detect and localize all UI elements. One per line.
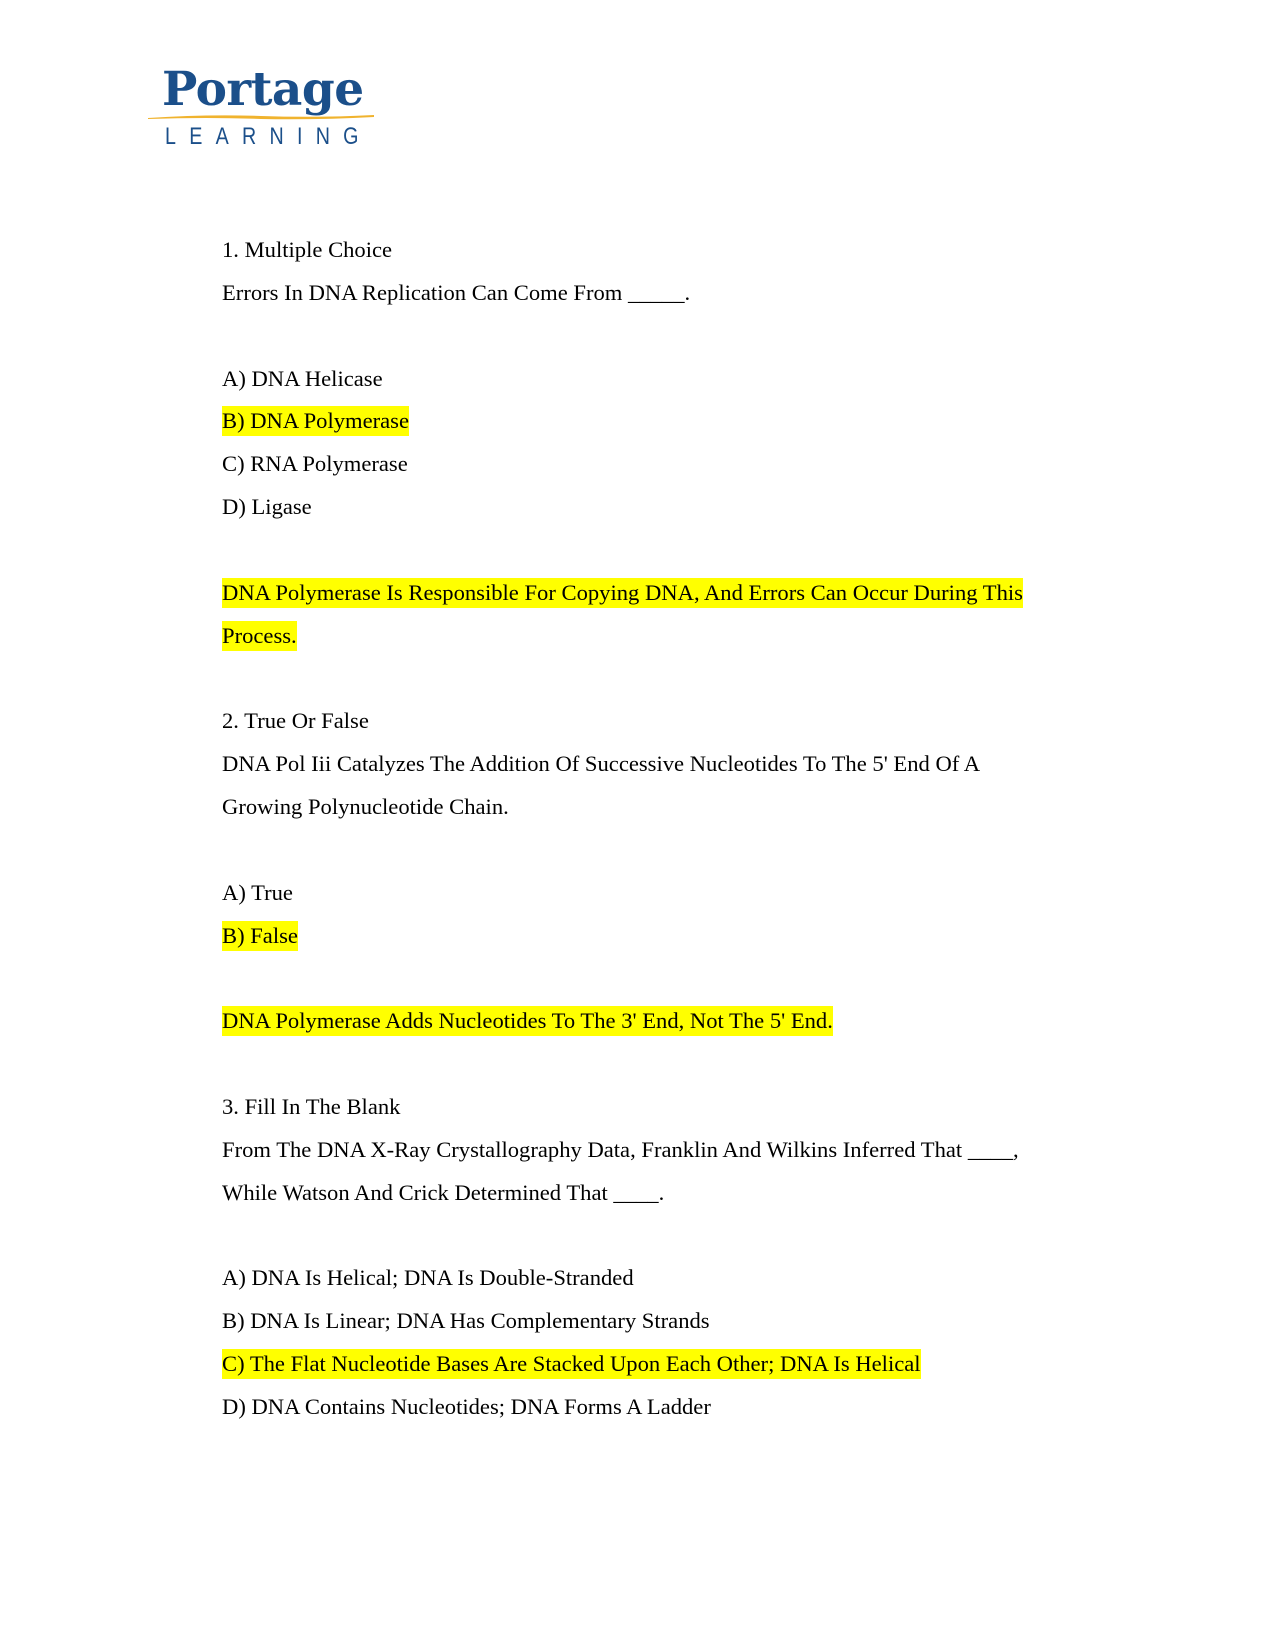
answer-option: B) DNA Is Linear; DNA Has Complementary Strands [222, 1308, 710, 1334]
question-3 [222, 1086, 1142, 1429]
answer-option-correct [222, 1343, 1142, 1386]
logo-letter: L [165, 123, 176, 150]
answer-option: D) DNA Contains Nucleotides; DNA Forms A Ladder [222, 1393, 711, 1419]
highlighted-explanation: DNA Polymerase Is Responsible For Copying DNA, And Errors Can Occur During This [222, 578, 1023, 608]
question-header: 1. Multiple Choice [222, 237, 393, 262]
answer-option: C) RNA Polymerase [222, 451, 408, 477]
spacer [222, 529, 1142, 572]
highlighted-explanation: Process. [222, 621, 297, 651]
answer-option: A) True [222, 879, 293, 905]
question-prompt: While Watson And Crick Determined That ____. [222, 1179, 665, 1205]
answer-option-correct [222, 400, 1142, 443]
question-prompt: Growing Polynucleotide Chain. [222, 793, 509, 819]
question-2 [222, 700, 1142, 1086]
explanation [222, 572, 1142, 615]
spacer [222, 657, 1142, 700]
question-header: 2. True Or False [222, 708, 369, 734]
logo-letter: E [189, 123, 203, 150]
highlighted-explanation: DNA Polymerase Adds Nucleotides To The 3' End, Not The 5' End. [222, 1006, 833, 1036]
logo-swoosh-icon [148, 112, 374, 122]
spacer [222, 1214, 1142, 1257]
answer-option-correct [222, 915, 1142, 958]
question-prompt: From The DNA X-Ray Crystallography Data, Franklin And Wilkins Inferred That ____, [222, 1136, 1019, 1162]
answer-option: D) Ligase [222, 494, 312, 520]
logo-letter: A [215, 123, 229, 150]
question-header: 3. Fill In The Blank [222, 1093, 401, 1119]
logo-letter: N [315, 123, 330, 150]
explanation [222, 615, 1142, 658]
spacer [222, 829, 1142, 872]
question-1 [222, 229, 1142, 700]
question-prompt: Errors In DNA Replication Can Come From _____. [222, 279, 691, 305]
explanation [222, 1000, 1142, 1043]
logo-letter: I [296, 123, 303, 150]
highlighted-answer: B) DNA Polymerase [222, 406, 409, 436]
spacer [222, 1043, 1142, 1086]
answer-option: A) DNA Helicase [222, 365, 383, 391]
logo-letter: N [269, 123, 284, 150]
answer-option: A) DNA Is Helical; DNA Is Double-Stranded [222, 1265, 634, 1291]
question-prompt: DNA Pol Iii Catalyzes The Addition Of Successive Nucleotides To The 5' End Of A [222, 751, 981, 777]
logo-wordmark: Portage [162, 62, 364, 117]
logo-letter: R [242, 123, 257, 150]
spacer [222, 957, 1142, 1000]
highlighted-answer: B) False [222, 921, 298, 951]
logo-letter: G [343, 123, 359, 150]
spacer [222, 315, 1142, 358]
logo-subtitle [165, 123, 359, 151]
highlighted-answer: C) The Flat Nucleotide Bases Are Stacked Upon Each Other; DNA Is Helical [222, 1349, 921, 1379]
portage-learning-logo [148, 62, 374, 158]
document-body [222, 229, 1142, 1429]
